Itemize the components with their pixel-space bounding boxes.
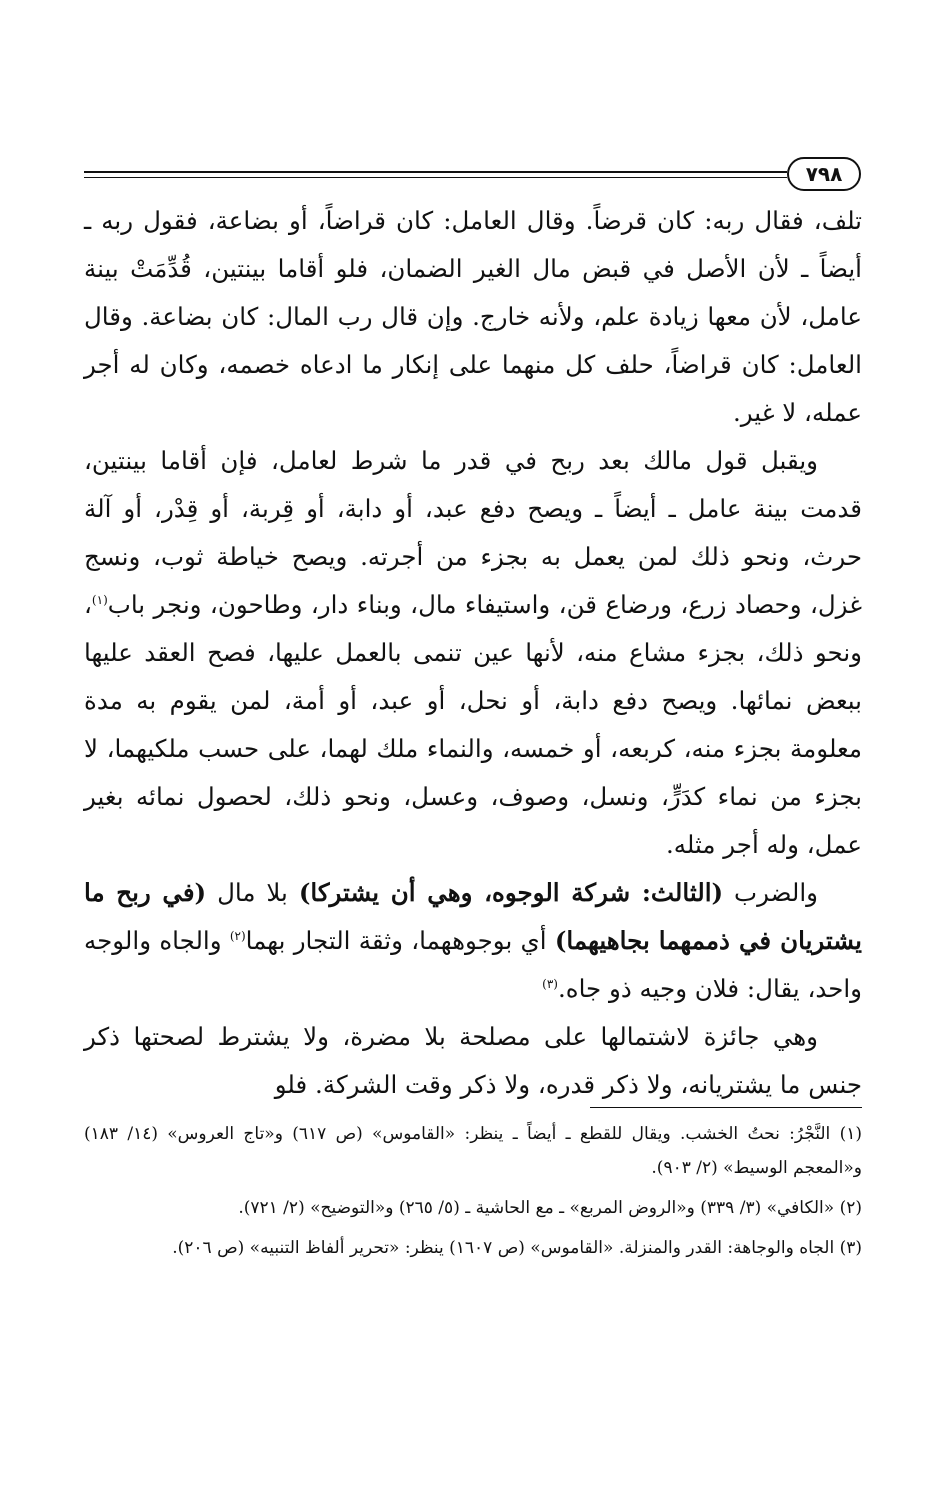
paragraph-4: وهي جائزة لاشتمالها على مصلحة بلا مضرة، ولا يشترط لصحتها ذكر جنس ما يشتريانه، ولا ذكر قدره، ولا ذكر وقت الشركة. فلو: [84, 1022, 862, 1099]
header-rule-thick: [84, 171, 787, 173]
page-number: ٧٩٨: [805, 162, 843, 186]
paragraph-2: [84, 437, 862, 869]
paragraph-3: [84, 869, 862, 1013]
paragraph-3-part-d: والجاه والوجه واحد، يقال: فلان وجيه ذو جاه.: [84, 926, 862, 1003]
paragraph-1: تلف، فقال ربه: كان قرضاً. وقال العامل: كان قراضاً، أو بضاعة، فقول ربه ـ أيضاً ـ لأن الأصل في قبض مال الغير الضمان، فلو أقاما بينتين، قُدِّمَتْ بينة عامل، لأن معها زيادة علم، ولأنه خارج. وإن قال رب المال: كان بضاعة. وقال العامل: كان قراضاً، حلف كل منهما على إنكار ما ادعاه خصمه، وكان له أجر عمله، لا غير.: [84, 206, 862, 427]
paragraph-3-part-c: أي بوجوههما، وثقة التجار بهما: [245, 926, 555, 955]
paragraph-3-part-b: بلا مال: [206, 878, 299, 907]
footnote-separator: [590, 1107, 862, 1108]
footnotes: [84, 1117, 862, 1271]
header-rule-thin: [84, 177, 787, 178]
matn-text-1: (الثالث: شركة الوجوه، وهي أن يشتركا): [298, 878, 724, 907]
footnote-ref-1[interactable]: (١): [91, 592, 108, 607]
footnote-2: (٢) «الكافي» (٣/ ٣٣٩) و«الروض المربع» ـ مع الحاشية ـ (٥/ ٢٦٥) و«التوضيح» (٢/ ٧٢١).: [238, 1198, 862, 1218]
paragraph-3-part-a: والضرب: [723, 878, 818, 907]
footnote-ref-2[interactable]: (٢): [229, 928, 246, 943]
footnote-ref-3[interactable]: (٣): [542, 976, 558, 991]
footnote-3: (٣) الجاه والوجاهة: القدر والمنزلة. «القاموس» (ص ١٦٠٧) ينظر: «تحرير ألفاظ التنبيه» (ص ٢٠٦).: [172, 1238, 862, 1258]
footnote-1: (١) النَّجْرُ: نحتُ الخشب. ويقال للقطع ـ أيضاً ـ ينظر: «القاموس» (ص ٦١٧) و«تاج العروس» (١٤/ ١٨٣) و«المعجم الوسيط» (٢/ ٩٠٣).: [84, 1124, 862, 1178]
paragraph-2-part-a: ويقبل قول مالك بعد ربح في قدر ما شرط لعامل، فإن أقاما بينتين، قدمت بينة عامل ـ أيضاً ـ ويصح دفع عبد، أو دابة، أو قِربة، أو قِدْر، أو آلة حرث، ونحو ذلك لمن يعمل به بجزء من أجرته. ويصح خياطة ثوب، ونسج غزل، وحصاد زرع، ورضاع قن، واستيفاء مال، وبناء دار، وطاحون، ونجر باب: [84, 446, 862, 619]
matn-text-2: (في ربح ما يشتريان في ذممهما بجاهيهما): [84, 878, 862, 955]
page-number-badge: [787, 157, 861, 191]
paragraph-2-part-b: ، ونحو ذلك، بجزء مشاع منه، لأنها عين تنمى بالعمل عليها، فصح العقد عليها ببعض نمائها. ويصح دفع دابة، أو نحل، أو عبد، أو أمة، لمن يقوم به مدة معلومة بجزء منه، كربعه، أو خمسه، والنماء ملك لهما، على حسب ملكيهما، لا بجزء من نماء كدَرٍّ، ونسل، وصوف، وعسل، ونحو ذلك، لحصول نمائه بغير عمل، وله أجر مثله.: [84, 590, 862, 859]
main-text: [84, 197, 862, 1109]
